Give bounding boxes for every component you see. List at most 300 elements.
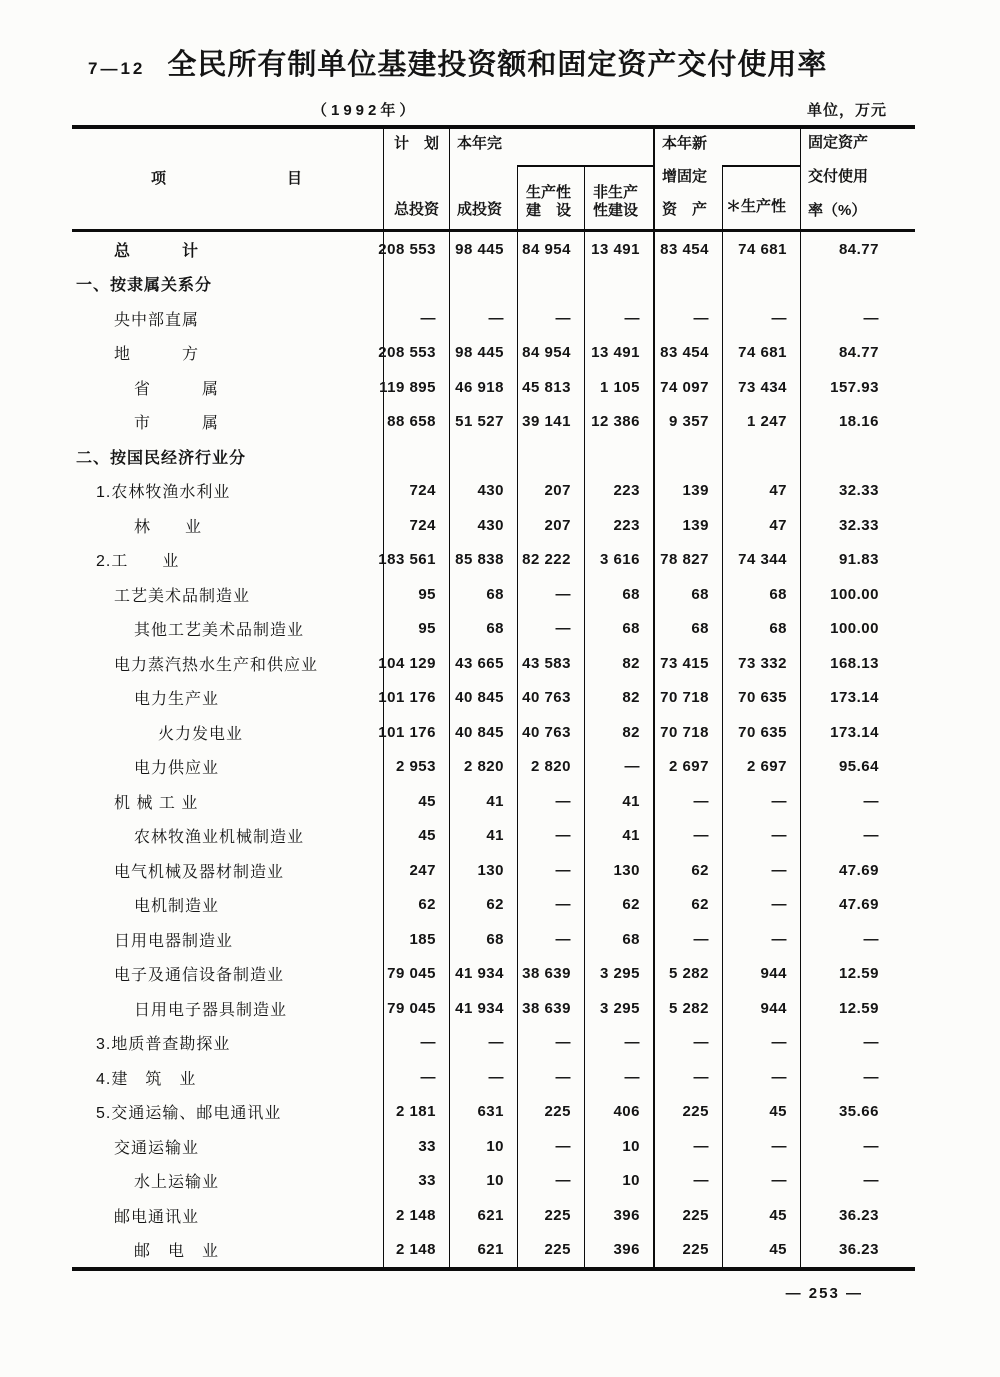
cell-value: — [722,922,800,957]
cell-value: 13 491 [584,336,653,371]
header-line: 增固定 [662,168,708,186]
cell-value: 62 [383,888,449,923]
cell-value: 41 [584,819,653,854]
row-label: 二、按国民经济行业分 [76,449,247,467]
cell-value: — [653,1060,722,1095]
cell-value [653,267,722,302]
row-label: 火力发电业 [158,725,244,743]
page-title: 全民所有制单位基建投资额和固定资产交付使用率 [167,49,828,81]
cell-value: 68 [449,612,517,647]
cell-value [449,267,517,302]
cell-value: 944 [722,991,800,1026]
cell-value: 98 445 [449,232,517,267]
cell-value: 68 [722,577,800,612]
cell-value: 3 295 [584,957,653,992]
cell-value: — [653,1129,722,1164]
statistics-table [72,125,915,1271]
cell-value: 41 [449,784,517,819]
table-number: 7—12 [88,59,146,78]
cell-value: — [653,819,722,854]
table-row [72,370,915,405]
header-line: 资 产 [662,201,708,219]
cell-value: 2 148 [383,1198,449,1233]
cell-value [653,439,722,474]
cell-value: 207 [517,508,584,543]
cell-value: 40 845 [449,715,517,750]
cell-value: 10 [449,1164,517,1199]
cell-value: 396 [584,1233,653,1268]
cell-value: 62 [653,888,722,923]
cell-value: — [722,853,800,888]
cell-value: 45 [383,784,449,819]
cell-value: 2 181 [383,1095,449,1130]
cell-value: — [517,784,584,819]
cell-value: 82 [584,715,653,750]
cell-value: 173.14 [800,715,915,750]
cell-value [383,439,449,474]
row-label: 机 械 工 业 [114,794,199,812]
cell-value: 130 [584,853,653,888]
table-row [72,1198,915,1233]
table-row [72,577,915,612]
cell-value: 208 553 [383,336,449,371]
cell-value: 36.23 [800,1233,915,1268]
cell-value: 2 697 [653,750,722,785]
cell-value: 47.69 [800,853,915,888]
row-label: 2.工 业 [96,553,180,571]
cell-value: 104 129 [383,646,449,681]
cell-value: 70 635 [722,681,800,716]
cell-value [722,267,800,302]
cell-value: 74 344 [722,543,800,578]
table-row [72,888,915,923]
header-line: 本年新 [662,135,708,152]
header-nonproductive-construction [584,165,653,229]
table-header [72,129,915,232]
table-row [72,543,915,578]
title-bar [88,42,915,83]
cell-value: 139 [653,508,722,543]
table-row [72,715,915,750]
cell-value: 130 [449,853,517,888]
cell-value [722,439,800,474]
cell-value: 168.13 [800,646,915,681]
table-row [72,1095,915,1130]
cell-value: 10 [449,1129,517,1164]
cell-value: 18.16 [800,405,915,440]
table-row [72,301,915,336]
cell-value: 47.69 [800,888,915,923]
cell-value: — [653,1026,722,1061]
cell-value: 10 [584,1164,653,1199]
cell-value: 2 953 [383,750,449,785]
page-content [72,42,915,1302]
table-row [72,267,915,302]
cell-value: — [517,922,584,957]
header-completed-investment [449,129,517,229]
cell-value: 2 820 [517,750,584,785]
cell-value: 68 [653,577,722,612]
cell-value: 41 934 [449,991,517,1026]
cell-value: 225 [653,1095,722,1130]
cell-value: 100.00 [800,612,915,647]
cell-value: — [653,784,722,819]
row-label: 3.地质普查勘探业 [96,1036,231,1054]
cell-value: 62 [584,888,653,923]
cell-value: 396 [584,1198,653,1233]
row-label: 电力生产业 [134,691,220,709]
cell-value: 621 [449,1233,517,1268]
cell-value [383,267,449,302]
cell-value: — [517,853,584,888]
cell-value: — [383,301,449,336]
cell-value: 74 097 [653,370,722,405]
cell-value: — [722,819,800,854]
cell-value: 82 [584,646,653,681]
table-row [72,1233,915,1268]
header-line: 成投资 [457,201,503,219]
cell-value: 82 [584,681,653,716]
header-line: 生产性 [526,183,572,201]
cell-value [800,439,915,474]
row-label: 邮电通讯业 [114,1208,200,1226]
cell-value: 43 665 [449,646,517,681]
cell-value: — [517,301,584,336]
cell-value [517,439,584,474]
cell-value: 47 [722,474,800,509]
unit-note: 单位，万元 [806,102,887,119]
cell-value [584,267,653,302]
cell-value: 33 [383,1129,449,1164]
row-label: 工艺美术品制造业 [114,587,251,605]
table-row [72,681,915,716]
cell-value: 98 445 [449,336,517,371]
row-label: 交通运输业 [114,1139,200,1157]
cell-value: — [722,1060,800,1095]
row-label: 1.农林牧渔水利业 [96,484,231,502]
cell-value: 12 386 [584,405,653,440]
row-label: 省 属 [134,380,220,398]
row-label: 一、按隶属关系分 [76,277,213,295]
table-row [72,1026,915,1061]
cell-value: 38 639 [517,957,584,992]
cell-value: — [800,1060,915,1095]
cell-value: — [383,1060,449,1095]
cell-value: 74 681 [722,336,800,371]
cell-value: 70 718 [653,715,722,750]
cell-value: 91.83 [800,543,915,578]
cell-value: 83 454 [653,336,722,371]
cell-value: 38 639 [517,991,584,1026]
table-row [72,853,915,888]
cell-value: 944 [722,957,800,992]
cell-value: 40 845 [449,681,517,716]
header-delivery-rate [800,129,915,229]
cell-value: — [584,301,653,336]
cell-value: 41 [584,784,653,819]
table-row [72,508,915,543]
cell-value: 62 [449,888,517,923]
cell-value: 51 527 [449,405,517,440]
cell-value: — [517,1026,584,1061]
cell-value: 79 045 [383,991,449,1026]
row-label: 电力供应业 [134,760,220,778]
cell-value: 183 561 [383,543,449,578]
cell-value: 207 [517,474,584,509]
row-label: 水上运输业 [134,1174,220,1192]
subtitle-row [72,91,915,125]
header-line: 本年完 [457,135,503,152]
cell-value: 46 918 [449,370,517,405]
cell-value: 225 [653,1198,722,1233]
year-subtitle: （1992年） [312,102,419,119]
cell-value: 84 954 [517,232,584,267]
cell-value: — [800,301,915,336]
cell-value: 41 [449,819,517,854]
cell-value: — [800,819,915,854]
cell-value: 157.93 [800,370,915,405]
cell-value: 2 820 [449,750,517,785]
cell-value: — [800,1129,915,1164]
cell-value: 208 553 [383,232,449,267]
cell-value: — [722,1129,800,1164]
table-row [72,612,915,647]
header-line: 计 划 [393,135,439,152]
row-label: 电机制造业 [134,898,220,916]
cell-value: 2 148 [383,1233,449,1268]
cell-value: 32.33 [800,508,915,543]
cell-value: 73 415 [653,646,722,681]
header-item: 项 目 [150,169,304,187]
header-line: 交付使用 [808,168,869,186]
cell-value: 95 [383,612,449,647]
cell-value: 2 697 [722,750,800,785]
page-number: — 253 — [785,1285,863,1302]
row-label: 总 计 [114,242,200,260]
cell-value: — [517,577,584,612]
row-label: 地 方 [114,346,200,364]
cell-value: — [449,1060,517,1095]
cell-value: 225 [517,1095,584,1130]
header-line: 非生产 [593,183,639,201]
cell-value: 82 222 [517,543,584,578]
cell-value: 13 491 [584,232,653,267]
cell-value: 1 247 [722,405,800,440]
cell-value: 100.00 [800,577,915,612]
cell-value: 68 [653,612,722,647]
table-row [72,232,915,267]
table-row [72,991,915,1026]
cell-value: 70 718 [653,681,722,716]
cell-value: 68 [722,612,800,647]
cell-value: 5 282 [653,957,722,992]
cell-value: 247 [383,853,449,888]
row-label: 邮 电 业 [134,1243,220,1261]
cell-value: — [584,1026,653,1061]
cell-value: — [517,819,584,854]
table-row [72,405,915,440]
cell-value: — [800,784,915,819]
row-label: 4.建 筑 业 [96,1070,197,1088]
cell-value: — [722,301,800,336]
table-row [72,1129,915,1164]
table-row [72,646,915,681]
cell-value: — [722,888,800,923]
cell-value: 68 [584,612,653,647]
cell-value: 45 [722,1233,800,1268]
cell-value: 85 838 [449,543,517,578]
cell-value [517,267,584,302]
cell-value: 225 [517,1198,584,1233]
header-line: 建 设 [526,202,572,220]
cell-value: — [449,1026,517,1061]
cell-value: — [517,1129,584,1164]
cell-value: 406 [584,1095,653,1130]
cell-value: 33 [383,1164,449,1199]
cell-value: 12.59 [800,957,915,992]
cell-value: 101 176 [383,681,449,716]
cell-value: 724 [383,474,449,509]
cell-value: 139 [653,474,722,509]
cell-value: 10 [584,1129,653,1164]
cell-value: 83 454 [653,232,722,267]
table-row [72,474,915,509]
page-footer [72,1285,915,1302]
cell-value: 45 [722,1198,800,1233]
cell-value: — [517,1164,584,1199]
cell-value: 41 934 [449,957,517,992]
row-label: 日用电子器具制造业 [134,1001,288,1019]
table-row [72,336,915,371]
row-label: 市 属 [134,415,220,433]
cell-value: 47 [722,508,800,543]
cell-value: — [722,784,800,819]
cell-value: 36.23 [800,1198,915,1233]
row-label: 电力蒸汽热水生产和供应业 [114,656,319,674]
table-row [72,750,915,785]
cell-value: 45 813 [517,370,584,405]
cell-value: 62 [653,853,722,888]
row-label: 日用电器制造业 [114,932,234,950]
cell-value: 12.59 [800,991,915,1026]
cell-value: — [653,922,722,957]
header-line: 率（%） [808,202,867,220]
cell-value: 78 827 [653,543,722,578]
cell-value: — [800,922,915,957]
header-line: 固定资产 [808,134,869,151]
row-label: 电气机械及器材制造业 [114,863,285,881]
cell-value: 68 [449,577,517,612]
cell-value: 173.14 [800,681,915,716]
cell-value: 45 [383,819,449,854]
cell-value: 225 [653,1233,722,1268]
cell-value: 430 [449,474,517,509]
cell-value: — [584,750,653,785]
cell-value: — [449,301,517,336]
header-new-fixed-assets [653,129,722,229]
cell-value: 95.64 [800,750,915,785]
cell-value: 40 763 [517,715,584,750]
cell-value: 40 763 [517,681,584,716]
cell-value: 631 [449,1095,517,1130]
row-label: 农林牧渔业机械制造业 [134,829,305,847]
cell-value: 223 [584,474,653,509]
cell-value: 84.77 [800,232,915,267]
row-label: 5.交通运输、邮电通讯业 [96,1105,282,1123]
cell-value: 95 [383,577,449,612]
table-row [72,439,915,474]
row-label: 央中部直属 [114,311,200,329]
cell-value: 88 658 [383,405,449,440]
cell-value: 9 357 [653,405,722,440]
cell-value: — [800,1164,915,1199]
cell-value: 68 [449,922,517,957]
cell-value: 68 [584,922,653,957]
cell-value: 68 [584,577,653,612]
cell-value [800,267,915,302]
cell-value: 45 [722,1095,800,1130]
cell-value: 3 295 [584,991,653,1026]
cell-value: 119 895 [383,370,449,405]
cell-value: 430 [449,508,517,543]
cell-value [584,439,653,474]
cell-value: 73 332 [722,646,800,681]
cell-value: — [653,301,722,336]
cell-value: 39 141 [517,405,584,440]
table-row [72,957,915,992]
cell-value: 43 583 [517,646,584,681]
cell-value: 101 176 [383,715,449,750]
cell-value: — [517,888,584,923]
table-row [72,819,915,854]
cell-value: 5 282 [653,991,722,1026]
row-label: 林 业 [134,518,203,536]
row-label: 电子及通信设备制造业 [114,967,285,985]
cell-value: 73 434 [722,370,800,405]
header-line: 总投资 [393,201,439,219]
cell-value: — [517,1060,584,1095]
cell-value: — [584,1060,653,1095]
cell-value: — [722,1026,800,1061]
cell-value: 35.66 [800,1095,915,1130]
header-of-which-productive [722,165,800,229]
cell-value: 223 [584,508,653,543]
cell-value: 185 [383,922,449,957]
cell-value: — [722,1164,800,1199]
header-line: ＊生产性 [726,198,787,216]
table-row [72,1060,915,1095]
table-row [72,784,915,819]
cell-value: — [517,612,584,647]
cell-value: 84.77 [800,336,915,371]
cell-value: — [383,1026,449,1061]
cell-value: 70 635 [722,715,800,750]
table-body [72,232,915,1267]
cell-value: — [653,1164,722,1199]
cell-value: 79 045 [383,957,449,992]
header-line: 性建设 [593,202,639,220]
cell-value: 84 954 [517,336,584,371]
cell-value: — [800,1026,915,1061]
cell-value: 1 105 [584,370,653,405]
header-productive-construction [517,165,584,229]
cell-value: 32.33 [800,474,915,509]
table-row [72,1164,915,1199]
cell-value: 621 [449,1198,517,1233]
row-label: 其他工艺美术品制造业 [134,622,305,640]
cell-value: 225 [517,1233,584,1268]
cell-value: 3 616 [584,543,653,578]
